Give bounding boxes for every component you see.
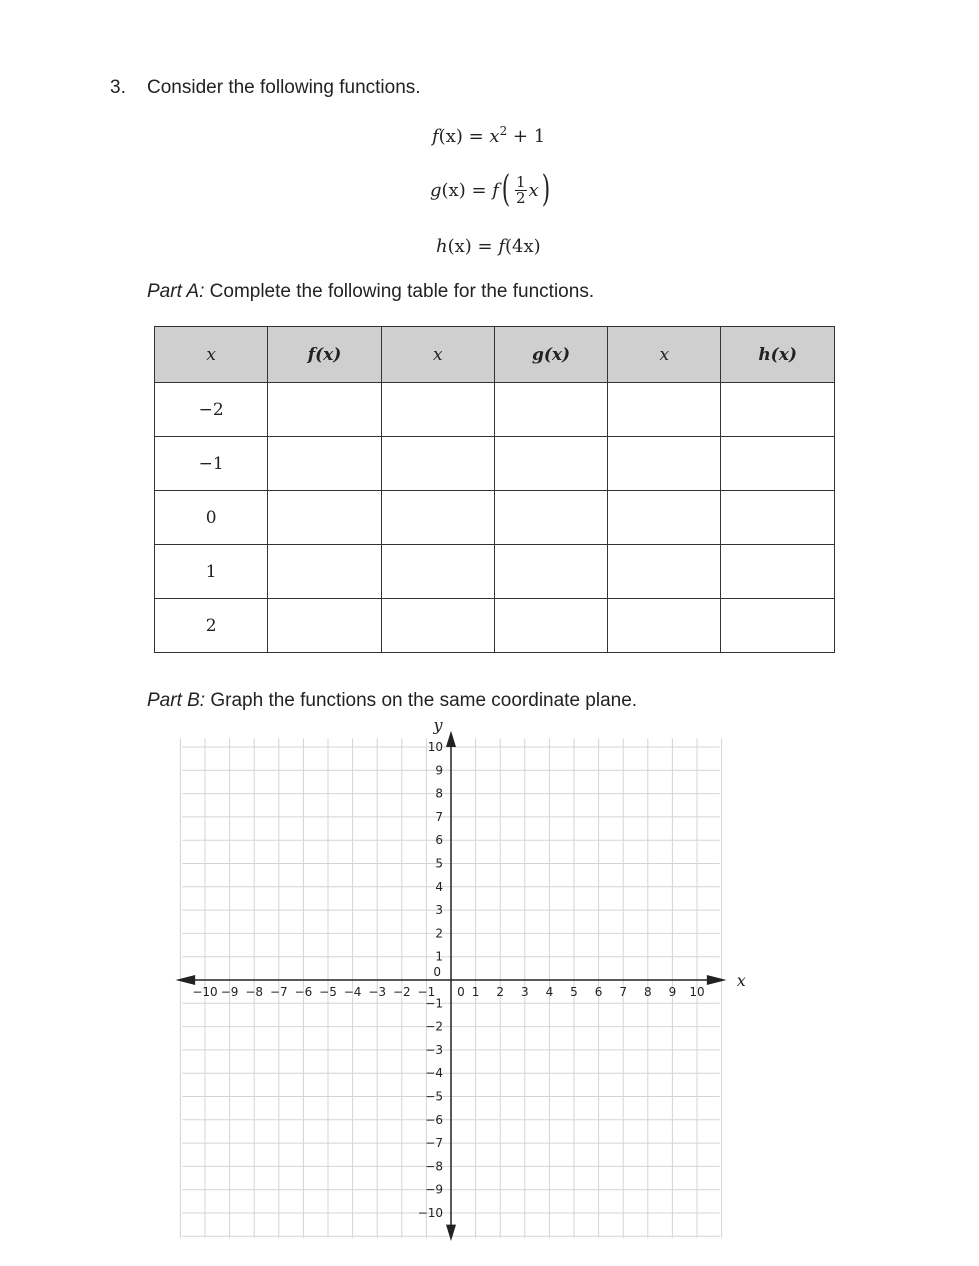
part-a-label: Part A: <box>147 281 205 302</box>
x-tick-label: −6 <box>294 985 313 999</box>
left-paren: ( <box>501 169 511 210</box>
x-tick-label: 6 <box>594 985 603 999</box>
header-f: f(x) <box>268 327 382 383</box>
f-arg: (x) <box>438 126 463 147</box>
x-value-cell: −1 <box>155 437 268 491</box>
x-tick-label: 3 <box>520 985 529 999</box>
h-arg: (x) <box>447 236 472 257</box>
fraction-denominator: 2 <box>515 188 526 207</box>
f-variable: x <box>489 126 500 147</box>
part-a-text: Complete the following table for the functions. <box>204 281 595 302</box>
x-tick-label: −8 <box>245 985 264 999</box>
x-tick-label: 8 <box>643 985 652 999</box>
y-axis-up-arrow <box>446 731 456 747</box>
y-tick-label: −3 <box>425 1042 443 1057</box>
question-number: 3. <box>110 77 126 98</box>
x-tick-label: 9 <box>668 985 677 999</box>
y-tick-label: 4 <box>435 879 443 894</box>
x-value-cell: 2 <box>155 599 268 653</box>
g-name: g <box>430 179 442 201</box>
h-equals: = <box>471 236 499 257</box>
f-name: f <box>432 126 439 147</box>
y-axis-down-arrow <box>446 1225 456 1241</box>
h-argument: (4x) <box>505 236 541 257</box>
x-tick-label: −9 <box>220 985 239 999</box>
y-tick-label: 0 <box>433 965 441 979</box>
x-tick-label: −2 <box>392 985 411 999</box>
y-tick-label: 10 <box>427 740 443 754</box>
y-tick-label: 1 <box>435 949 443 964</box>
header-x-f: x <box>155 327 268 383</box>
g-equals: = <box>465 179 493 201</box>
x-tick-label: 7 <box>619 985 628 999</box>
f-constant: + 1 <box>507 126 546 147</box>
y-tick-label: 6 <box>435 833 443 848</box>
y-tick-label: −9 <box>425 1182 443 1197</box>
right-paren: ) <box>541 169 550 210</box>
f-exponent: 2 <box>499 124 508 138</box>
x-tick-label: −5 <box>319 985 337 999</box>
y-tick-label: −8 <box>425 1159 443 1174</box>
x-tick-label: −4 <box>343 985 362 999</box>
x-tick-label: 4 <box>545 985 554 999</box>
y-tick-label: 7 <box>435 809 443 824</box>
x-tick-label: 1 <box>471 985 480 999</box>
y-tick-label: 5 <box>435 856 443 871</box>
header-x-g: x <box>381 327 494 383</box>
part-b-label: Part B: <box>147 690 206 711</box>
g-outer-fn: f <box>492 179 499 201</box>
x-value-cell: 0 <box>155 491 268 545</box>
y-tick-label: −2 <box>425 1019 443 1034</box>
x-axis-label: x <box>736 971 746 990</box>
header-g: g(x) <box>494 327 608 383</box>
fraction-numerator: 1 <box>515 172 526 191</box>
part-b-text: Graph the functions on the same coordinate plane. <box>205 690 638 711</box>
y-tick-label: −4 <box>425 1066 443 1081</box>
h-outer-fn: f <box>498 236 505 257</box>
y-tick-label: 9 <box>435 763 443 778</box>
x-tick-label: −10 <box>192 985 218 999</box>
x-value-cell: −2 <box>155 383 268 437</box>
y-axis-label: y <box>433 715 443 735</box>
x-axis-right-arrow <box>707 975 727 985</box>
x-tick-label: 0 <box>457 985 465 999</box>
x-tick-label: −3 <box>368 985 387 999</box>
y-tick-label: −5 <box>425 1089 443 1104</box>
x-tick-label: −7 <box>269 985 288 999</box>
y-tick-label: −6 <box>425 1112 443 1127</box>
y-tick-label: 3 <box>435 903 443 918</box>
y-tick-label: 2 <box>435 926 443 941</box>
x-value-cell: 1 <box>155 545 268 599</box>
h-name: h <box>436 236 448 257</box>
x-tick-label: 10 <box>689 985 705 999</box>
header-h: h(x) <box>721 327 835 383</box>
x-tick-label: 5 <box>570 985 578 999</box>
f-equals: = <box>462 126 490 147</box>
g-arg: (x) <box>441 179 466 201</box>
header-x-h: x <box>608 327 721 383</box>
x-tick-label: 2 <box>496 985 505 999</box>
g-variable: x <box>528 179 539 201</box>
y-tick-label: −7 <box>425 1136 443 1151</box>
y-tick-label: −1 <box>425 996 443 1011</box>
y-tick-label: 8 <box>435 786 443 801</box>
x-axis-left-arrow <box>175 975 195 985</box>
x-tick-label: −1 <box>417 985 436 999</box>
y-tick-label: −10 <box>417 1206 443 1220</box>
question-text: Consider the following functions. <box>147 77 421 98</box>
